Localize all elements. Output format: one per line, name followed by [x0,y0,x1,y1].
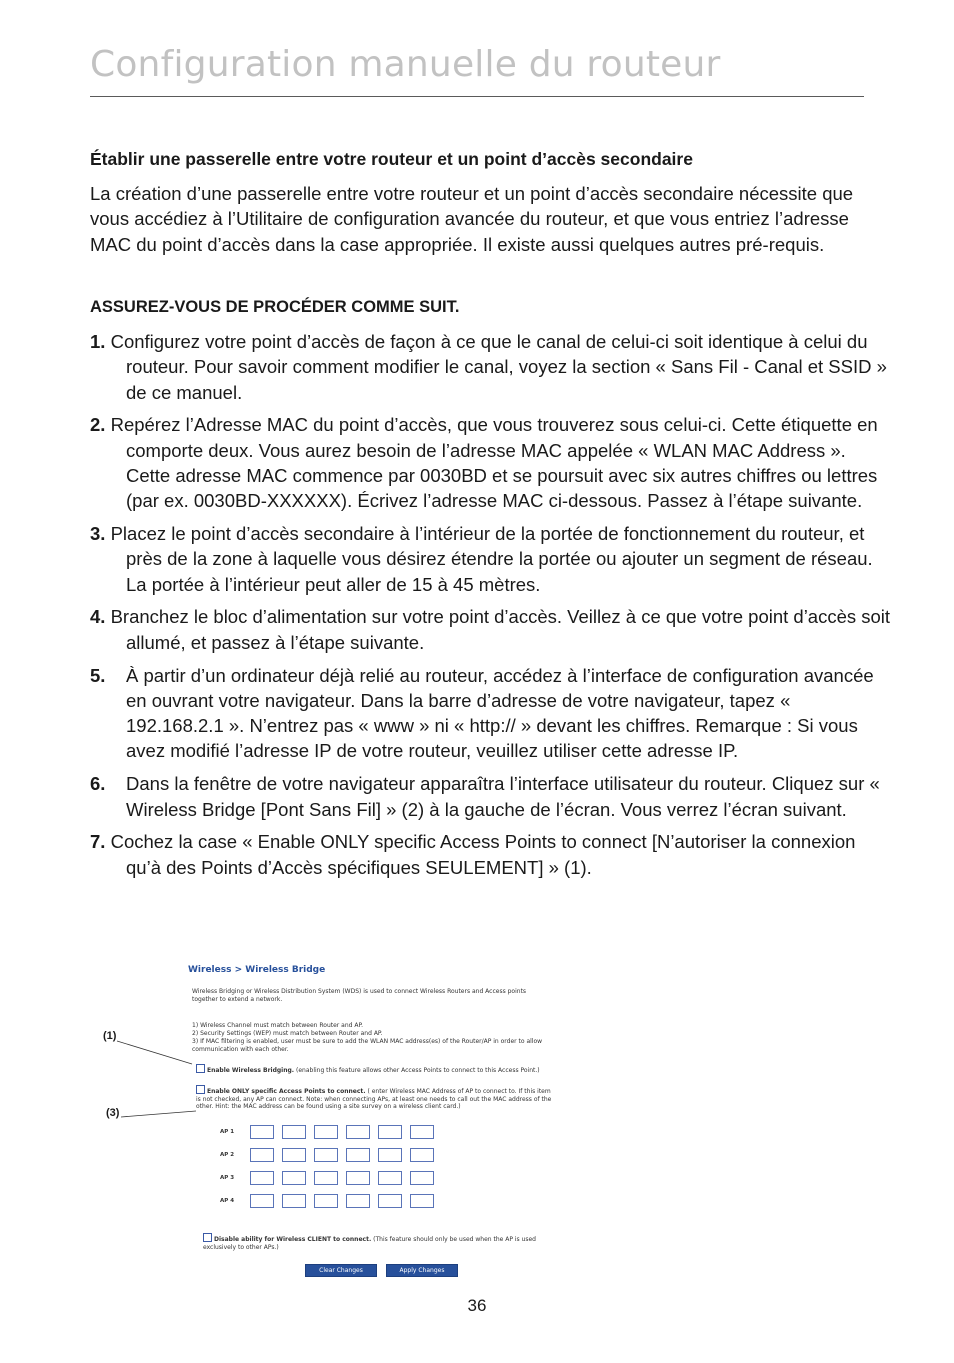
router-screenshot [186,960,556,1282]
enable-bridging-note: (enabling this feature allows other Access Points to connect to this Access Point.) [296,1067,540,1074]
mac-octet-input[interactable] [282,1125,306,1139]
mac-octet-input[interactable] [410,1148,434,1162]
title-rule [90,96,864,97]
mac-octet-input[interactable] [250,1194,274,1208]
mac-octet-input[interactable] [314,1125,338,1139]
mac-octet-input[interactable] [282,1148,306,1162]
step-number: 6. [90,773,106,795]
requirement-1: 1) Wireless Channel must match between Router and AP. [192,1022,364,1029]
ap-row [220,1194,520,1208]
step-text: Configurez votre point d’accès de façon à ce que le canal de celui-ci soit identique à celui du routeur. Pour savoir comment modifier le canal, voyez la section « Sans Fil - Canal et SSID » de ce manuel. [110,331,887,403]
mac-octet-input[interactable] [346,1125,370,1139]
step-7 [90,829,892,880]
step-text: Branchez le bloc d’alimentation sur votre point d’accès. Veillez à ce que votre point d’accès soit allumé, et passez à l’étape suivante. [110,606,891,653]
intro-paragraph: La création d’une passerelle entre votre routeur et un point d’accès secondaire nécessite que vous accédiez à l’Utilitaire de configuration avancée du routeur, et que vous entriez l’adresse MAC du point d’accès dans la case appropriée. Il existe aussi quelques autres pré-requis. [90,183,854,255]
page-title: Configuration manuelle du routeur [90,44,721,85]
step-text: Cochez la case « Enable ONLY specific Access Points to connect [N’autoriser la connexion qu’à des Points d’Accès spécifiques SEULEMENT] » (1). [110,831,856,878]
screenshot-description: Wireless Bridging or Wireless Distribution System (WDS) is used to connect Wireless Routers and Access points together to extend a network. [192,988,527,1003]
ap-label: AP 1 [220,1129,235,1135]
mac-octet-input[interactable] [378,1125,402,1139]
page-number: 36 [467,1296,487,1315]
ap-row [220,1171,520,1185]
step-number: 1. [90,331,106,352]
disable-client-label: Disable ability for Wireless CLIENT to connect. [214,1236,372,1243]
mac-octet-input[interactable] [282,1171,306,1185]
enable-only-note: ( enter Wireless MAC Address of AP to connect to. If this item is not checked, any AP can connect. Note: when connecting APs, at least one needs to call out the MAC address of the other. Hint: the MAC address can be found using a site survey on a wireless client card.) [196,1088,552,1110]
enable-only-checkbox[interactable] [196,1085,205,1094]
callout-1-label: (1) [103,1030,117,1042]
enable-bridging-row [196,1064,552,1075]
mac-octet-input[interactable] [250,1171,274,1185]
screenshot-title: Wireless > Wireless Bridge [188,965,326,975]
step-3 [90,521,892,597]
apply-changes-button[interactable]: Apply Changes [386,1264,458,1277]
ap-row [220,1125,520,1139]
caps-heading: ASSUREZ-VOUS DE PROCÉDER COMME SUIT. [90,298,460,316]
step-number: 4. [90,606,106,628]
step-text: À partir d’un ordinateur déjà relié au routeur, accédez à l’interface de configuration avancée en ouvrant votre navigateur. Dans la barre d’adresse de votre navigateur, tapez « 192.168.2.1 ». N’entrez pas « www » ni « http:// » devant les chiffres. Remarque : Si vous avez modifié l’adresse IP de votre routeur, veuillez utiliser cette adresse IP. [126,664,874,762]
mac-octet-input[interactable] [410,1125,434,1139]
step-6 [90,771,892,822]
mac-octet-input[interactable] [250,1125,274,1139]
step-number: 7. [90,831,106,853]
step-text: Placez le point d’accès secondaire à l’intérieur de la portée de fonctionnement du routeur, et près de la zone à laquelle vous désirez étendre la portée ou ajouter un segment de réseau. La portée à l’intérieur peut aller de 15 à 45 mètres. [110,523,873,595]
enable-bridging-checkbox[interactable] [196,1064,205,1073]
section-heading: Établir une passerelle entre votre routeur et un point d’accès secondaire [90,149,693,169]
steps-list [90,329,892,887]
mac-octet-input[interactable] [378,1148,402,1162]
mac-octet-input[interactable] [314,1171,338,1185]
mac-octet-input[interactable] [410,1194,434,1208]
mac-octet-input[interactable] [314,1194,338,1208]
mac-octet-input[interactable] [378,1194,402,1208]
leader-line-1 [117,1041,192,1064]
ap-label: AP 2 [220,1152,235,1158]
step-text: Dans la fenêtre de votre navigateur apparaîtra l’interface utilisateur du routeur. Cliquez sur « Wireless Bridge [Pont Sans Fil] » (2) à la gauche de l’écran. Vous verrez l’écran suivant. [126,773,880,820]
ap-label: AP 3 [220,1175,235,1181]
step-2 [90,412,892,513]
clear-changes-button[interactable]: Clear Changes [305,1264,377,1277]
mac-octet-input[interactable] [410,1171,434,1185]
mac-octet-input[interactable] [346,1148,370,1162]
mac-octet-input[interactable] [282,1194,306,1208]
step-number: 5. [90,664,106,686]
leader-line-3 [121,1111,196,1117]
ap-row [220,1148,520,1162]
requirement-3: 3) If MAC filtering is enabled, user must be sure to add the WLAN MAC address(es) of the Router/AP in order to allow communication with each other. [192,1038,543,1053]
mac-octet-input[interactable] [346,1194,370,1208]
mac-octet-input[interactable] [250,1148,274,1162]
enable-only-label: Enable ONLY specific Access Points to connect. [207,1088,366,1095]
step-number: 2. [90,414,106,436]
step-1 [90,329,892,405]
disable-client-note: (This feature should only be used when the AP is used exclusively to other APs.) [203,1236,536,1251]
disable-client-checkbox[interactable] [203,1233,212,1242]
requirement-2: 2) Security Settings (WEP) must match between Router and AP. [192,1030,383,1037]
step-number: 3. [90,523,106,545]
enable-only-row [196,1085,552,1111]
ap-label: AP 4 [220,1198,235,1204]
step-text: Repérez l’Adresse MAC du point d’accès, que vous trouverez sous celui-ci. Cette étiquette en comporte deux. Vous aurez besoin de l’adresse MAC appelée « WLAN MAC Address ». Cette adresse MAC commence par 0030BD et se poursuit avec six autres chiffres ou lettres (par ex. 0030BD-XXXXXX). Écrivez l’adresse MAC ci-dessous. Passez à l’étape suivante. [110,414,878,512]
callout-3-label: (3) [106,1107,120,1119]
mac-octet-input[interactable] [314,1148,338,1162]
step-4 [90,604,892,655]
mac-octet-input[interactable] [346,1171,370,1185]
mac-octet-input[interactable] [378,1171,402,1185]
disable-client-row [203,1233,538,1251]
enable-bridging-label: Enable Wireless Bridging. [207,1067,295,1074]
step-5 [90,663,892,764]
